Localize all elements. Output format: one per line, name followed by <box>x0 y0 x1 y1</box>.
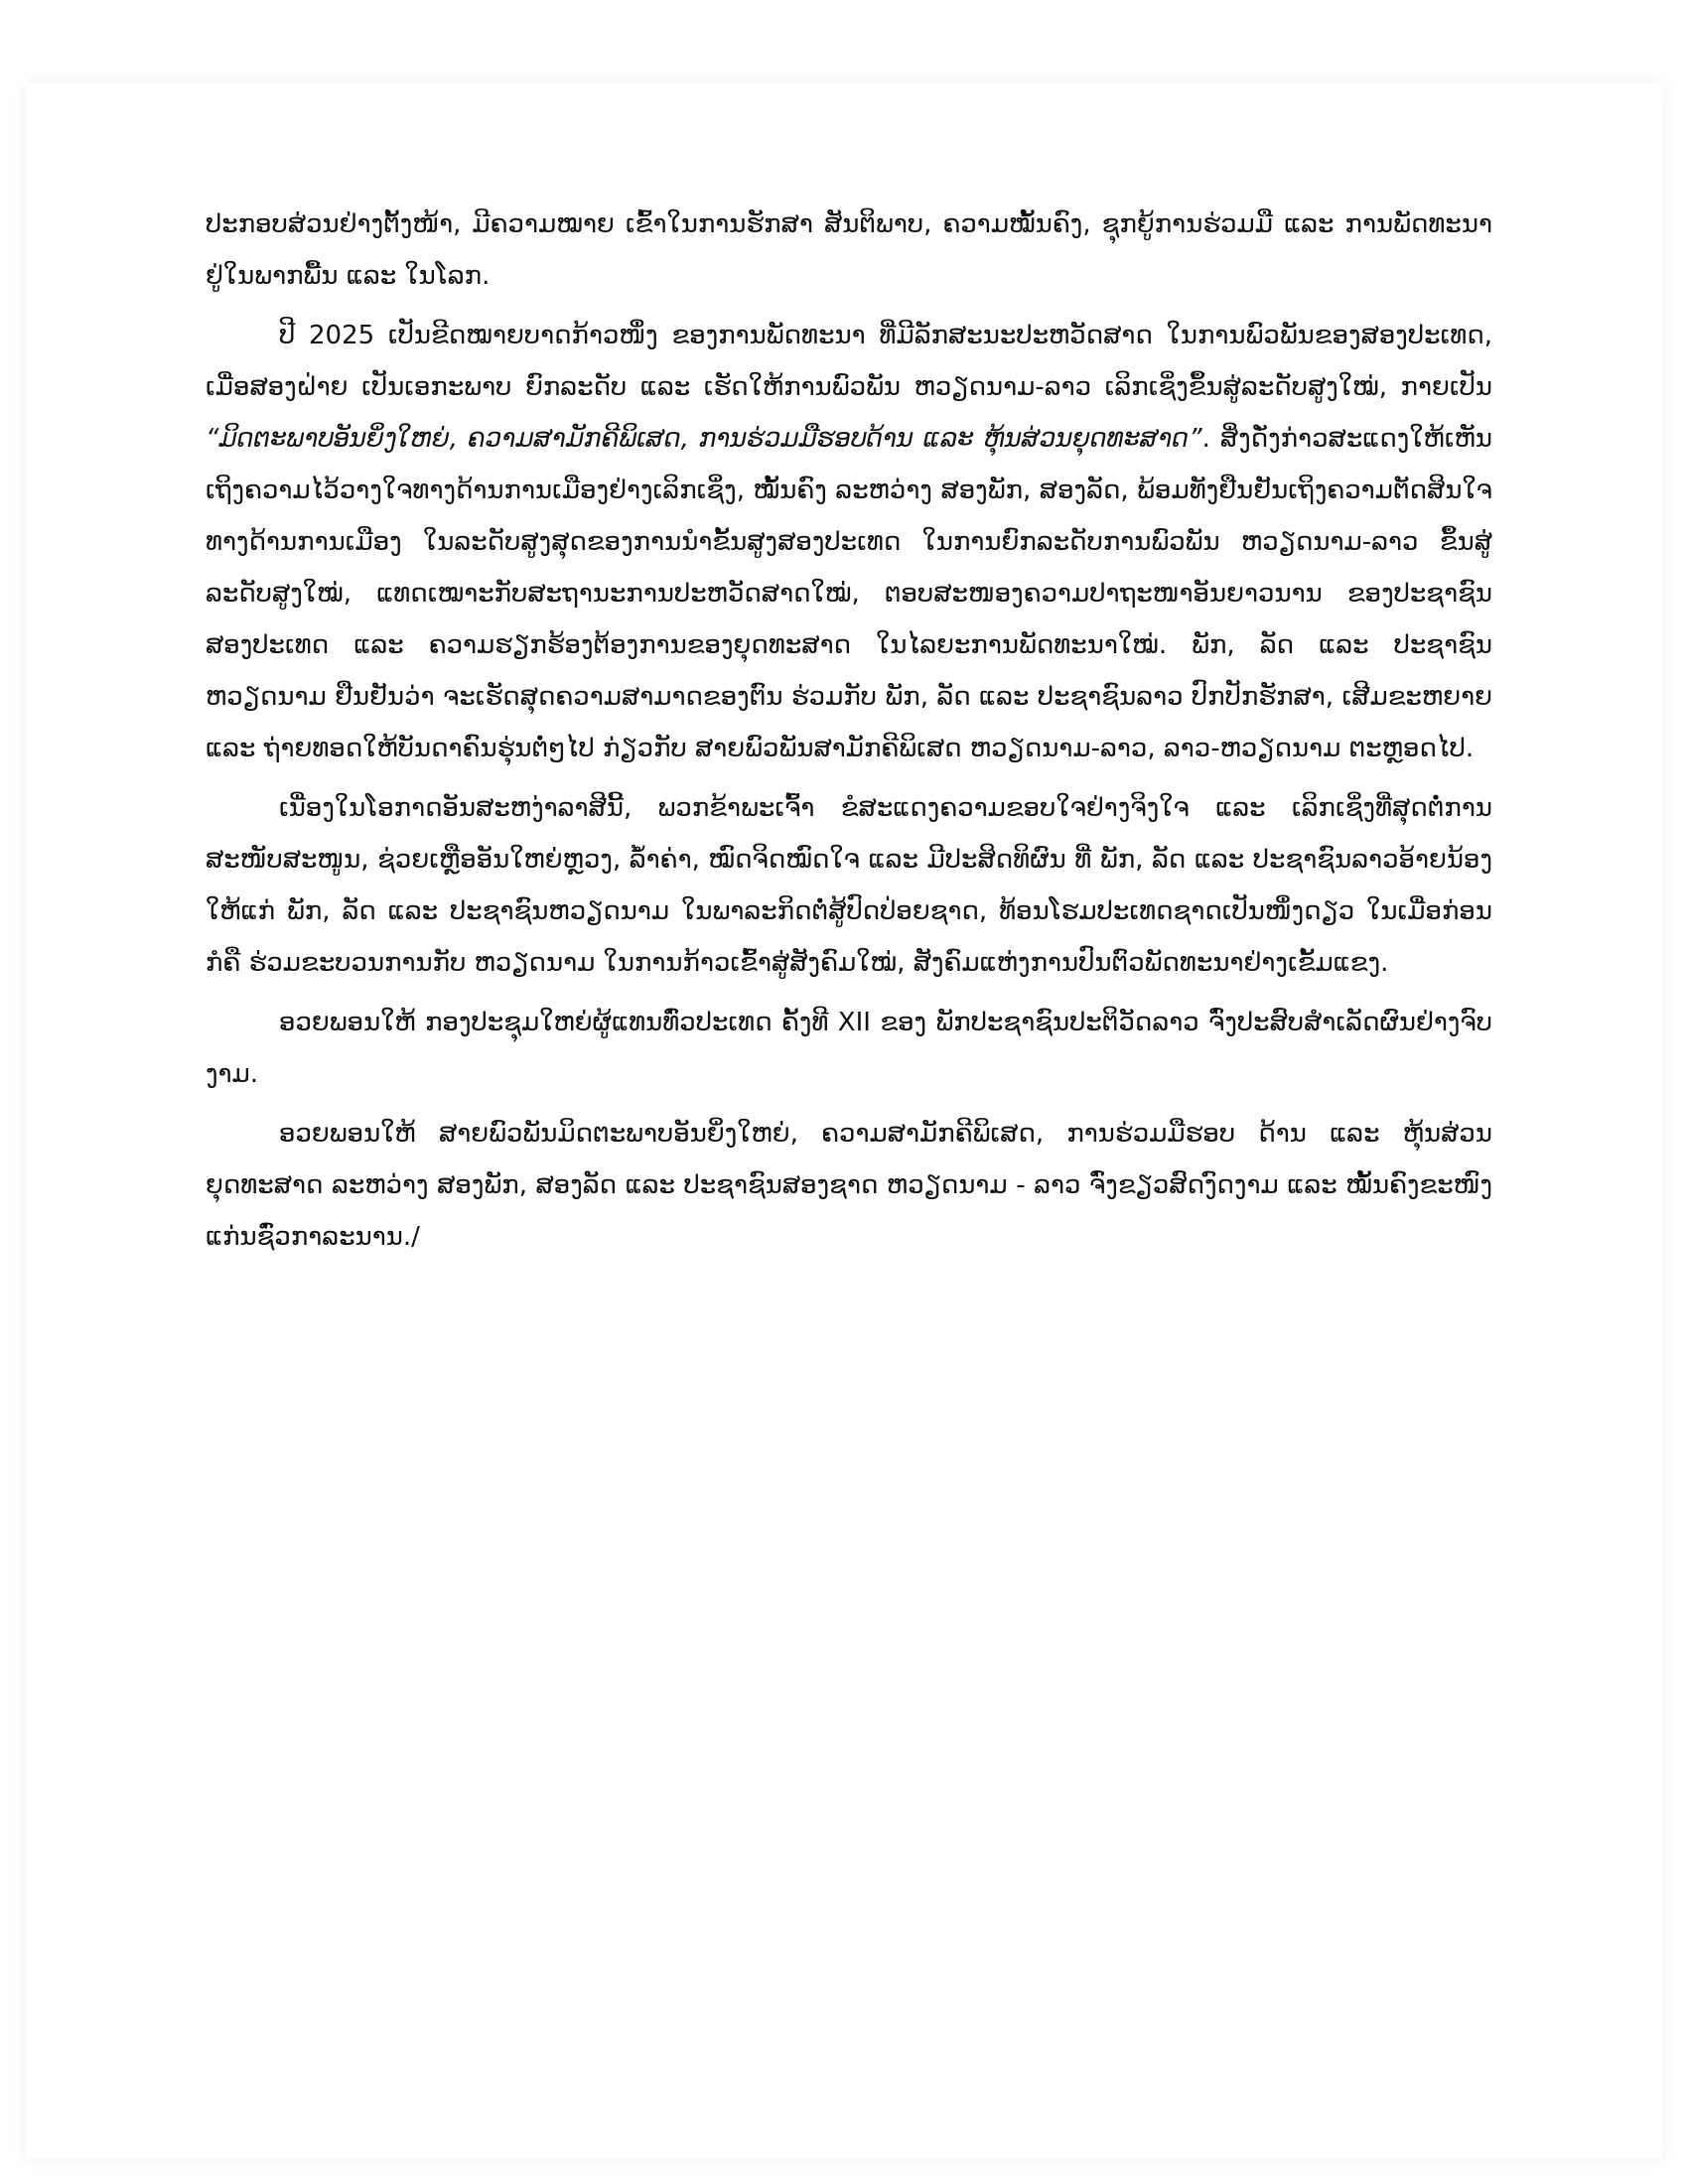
paragraph-3: ເນື່ອງໃນໂອກາດອັນສະຫງ່າລາສີນີ້, ພວກຂ້າພະເຈົ້າ ຂໍສະແດງຄວາມຂອບໃຈຢ່າງຈິງໃຈ ແລະ ເລິກເຊິ່ງທີ່ສຸດຕໍ່ການສະໜັບສະໜູນ, ຊ່ວຍເຫຼືອອັນໃຫຍ່ຫຼວງ, ລໍ້າຄ່າ, ໝົດຈິດໝົດໃຈ ແລະ ມີປະສິດທິຜົນ ທີ່ ພັກ, ລັດ ແລະ ປະຊາຊົນລາວອ້າຍນ້ອງ ໃຫ້ແກ່ ພັກ, ລັດ ແລະ ປະຊາຊົນຫວຽດນາມ ໃນພາລະກິດຕໍ່ສູ້ປົດປ່ອຍຊາດ, ທ້ອນໂຮມປະເທດຊາດເປັນໜຶ່ງດຽວ ໃນເມື່ອກ່ອນ ກໍຄື ຮ່ວມຂະບວນການກັບ ຫວຽດນາມ ໃນການກ້າວເຂົ້າສູ່ສັງຄົມໃໝ່, ສັງຄົມແຫ່ງການປົນຕົວພັດທະນາຢ່າງເຂັ້ມແຂງ. <box>206 793 1492 978</box>
paragraph-2-text-before-quote: ປີ 2025 ເປັນຂີດໝາຍບາດກ້າວໜຶ່ງ ຂອງການພັດທະນາ ທີ່ມີລັກສະນະປະຫວັດສາດ ໃນການພົວພັນຂອງສອງປະເທດ, ເມື່ອສອງຝ່າຍ ເປັນເອກະພາບ ຍົກລະດັບ ແລະ ເຮັດໃຫ້ການພົວພັນ ຫວຽດນາມ-ລາວ ເລິກເຊິ່ງຂຶ້ນສູ່ລະດັບສູງໃໝ່, ກາຍເປັນ <box>206 321 1492 402</box>
paragraph-2-text-after-quote: . ສິ່ງດັ່ງກ່າວສະແດງໃຫ້ເຫັນເຖິງຄວາມໄວ້ວາງໃຈທາງດ້ານການເມືອງຢ່າງເລິກເຊິ່ງ, ໝັ້ນຄົງ ລະຫວ່າງ ສອງພັກ, ສອງລັດ, ພ້ອມທັງຢືນຢັນເຖິງຄວາມຕັດສິນໃຈທາງດ້ານການເມືອງ ໃນລະດັບສູງສຸດຂອງການນໍາຂັ້ນສູງສອງປະເທດ ໃນການຍົກລະດັບການພົວພັນ ຫວຽດນາມ-ລາວ ຂຶ້ນສູ່ລະດັບສູງໃໝ່, ແທດເໝາະກັບສະຖານະການປະຫວັດສາດໃໝ່, ຕອບສະໜອງຄວາມປາຖະໜາອັນຍາວນານ ຂອງປະຊາຊົນ ສອງປະເທດ ແລະ ຄວາມຮຽກຮ້ອງຕ້ອງການຂອງຍຸດທະສາດ ໃນໄລຍະການພັດທະນາໃໝ່. ພັກ, ລັດ ແລະ ປະຊາຊົນຫວຽດນາມ ຢືນຢັນວ່າ ຈະເຮັດສຸດຄວາມສາມາດຂອງຕົນ ຮ່ວມກັບ ພັກ, ລັດ ແລະ ປະຊາຊົນລາວ ປົກປັກຮັກສາ, ເສີມຂະຫຍາຍ ແລະ ຖ່າຍທອດໃຫ້ບັນດາຄົນຮຸ່ນຕໍ່ໆໄປ ກ່ຽວກັບ ສາຍພົວພັນສາມັກຄີພິເສດ ຫວຽດນາມ-ລາວ, ລາວ-ຫວຽດນາມ ຕະຫຼອດໄປ. <box>206 424 1493 763</box>
document-body <box>206 199 1492 1271</box>
relationship-quote: “ມິດຕະພາບອັນຍິ່ງໃຫຍ່, ຄວາມສາມັກຄີພິເສດ, ການຮ່ວມມືຮອບດ້ານ ແລະ ຫຸ້ນສ່ວນຍຸດທະສາດ” <box>206 424 1202 454</box>
paragraph-1: ປະກອບສ່ວນຢ່າງຕັ້ງໜ້າ, ມີຄວາມໝາຍ ເຂົ້າໃນການຮັກສາ ສັນຕິພາບ, ຄວາມໝັ້ນຄົງ, ຊຸກຍູ້ການຮ່ວມມື ແລະ ການພັດທະນາຢູ່ໃນພາກພື້ນ ແລະ ໃນໂລກ. <box>206 209 1492 291</box>
paragraph-5: ອວຍພອນໃຫ້ ສາຍພົວພັນມິດຕະພາບອັນຍິ່ງໃຫຍ່, ຄວາມສາມັກຄີພິເສດ, ການຮ່ວມມືຮອບ ດ້ານ ແລະ ຫຸ້ນສ່ວນຍຸດທະສາດ ລະຫວ່າງ ສອງພັກ, ສອງລັດ ແລະ ປະຊາຊົນສອງຊາດ ຫວຽດນາມ - ລາວ ຈົ່ງຂຽວສົດງົດງາມ ແລະ ໝັ້ນຄົງຂະໜົງແກ່ນຊົ່ວກາລະນານ./ <box>206 1119 1492 1252</box>
paragraph-4: ອວຍພອນໃຫ້ ກອງປະຊຸມໃຫຍ່ຜູ້ແທນທົ່ວປະເທດ ຄັ້ງທີ XII ຂອງ ພັກປະຊາຊົນປະຕິວັດລາວ ຈົ່ງປະສົບສໍາເລັດຜົນຢ່າງຈົບງາມ. <box>206 1008 1492 1089</box>
paragraph-2 <box>206 310 1492 774</box>
